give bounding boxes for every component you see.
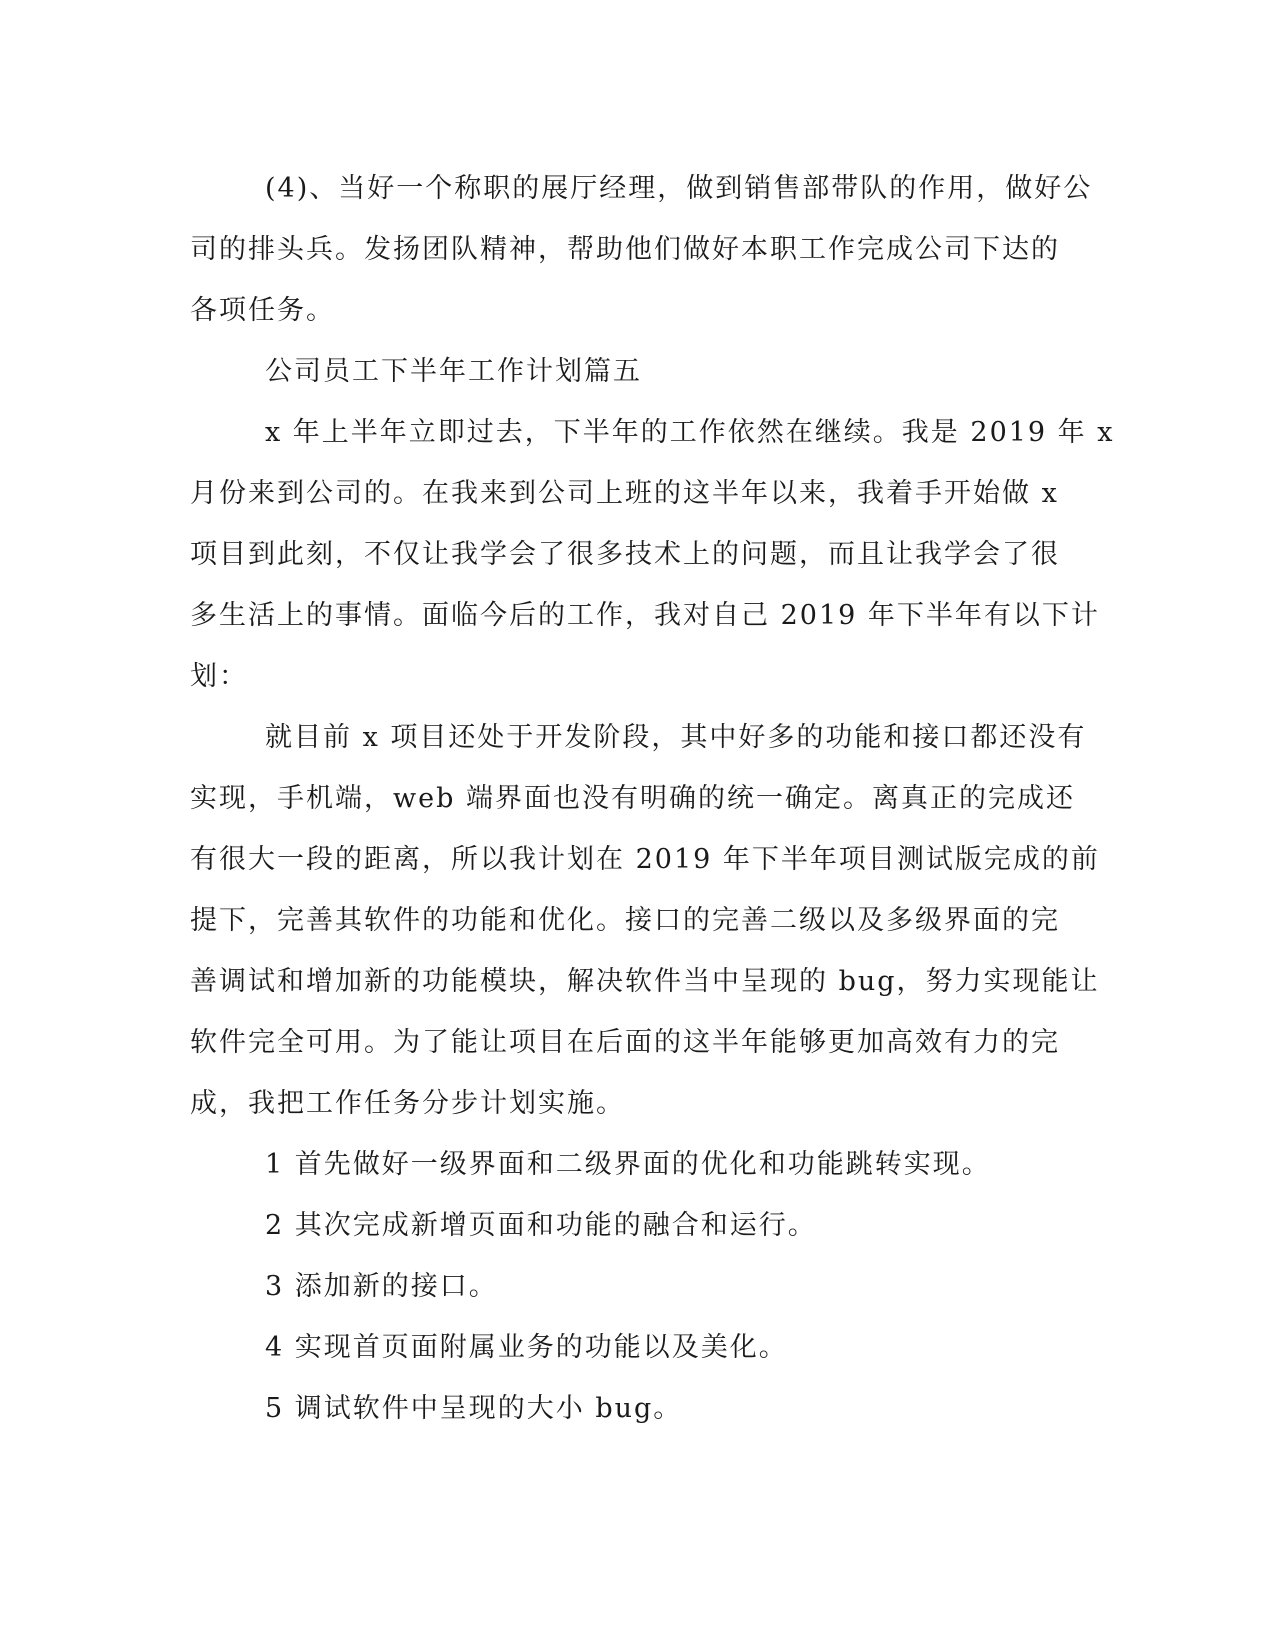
- text-line: x 年上半年立即过去，下半年的工作依然在继续。我是 2019 年 x: [265, 417, 1115, 448]
- list-item-text: 1 首先做好一级界面和二级界面的优化和功能跳转实现。: [265, 1149, 991, 1180]
- text-line: 司的排头兵。发扬团队精神，帮助他们做好本职工作完成公司下达的: [190, 234, 1060, 265]
- document-body: [190, 158, 1115, 1439]
- text-line: 成，我把工作任务分步计划实施。: [190, 1088, 625, 1119]
- text-line: 善调试和增加新的功能模块，解决软件当中呈现的 bug，努力实现能让: [190, 966, 1100, 997]
- section-heading-text: 公司员工下半年工作计划篇五: [265, 356, 642, 387]
- text-line: 各项任务。: [190, 295, 335, 326]
- paragraph-project-status: [190, 707, 1100, 1134]
- list-item: [190, 1378, 1083, 1439]
- list-item: [190, 1256, 1083, 1317]
- paragraph-showroom-manager: [190, 158, 1093, 341]
- text-line: 月份来到公司的。在我来到公司上班的这半年以来，我着手开始做 x: [190, 478, 1059, 509]
- list-item: [190, 1317, 1083, 1378]
- text-line: 有很大一段的距离，所以我计划在 2019 年下半年项目测试版完成的前: [190, 844, 1100, 875]
- list-item-text: 3 添加新的接口。: [265, 1271, 498, 1302]
- text-line: 项目到此刻，不仅让我学会了很多技术上的问题，而且让我学会了很: [190, 539, 1060, 570]
- text-line: 软件完全可用。为了能让项目在后面的这半年能够更加高效有力的完: [190, 1027, 1060, 1058]
- text-line: 提下，完善其软件的功能和优化。接口的完善二级以及多级界面的完: [190, 905, 1060, 936]
- list-item: [190, 1134, 1083, 1195]
- list-item-text: 5 调试软件中呈现的大小 bug。: [265, 1393, 683, 1424]
- paragraph-intro: [190, 402, 1115, 707]
- list-item-text: 2 其次完成新增页面和功能的融合和运行。: [265, 1210, 817, 1241]
- text-line: 实现，手机端，web 端界面也没有明确的统一确定。离真正的完成还: [190, 783, 1075, 814]
- text-line: (4)、当好一个称职的展厅经理，做到销售部带队的作用，做好公: [265, 173, 1093, 204]
- text-line: 划：: [190, 661, 248, 692]
- list-item: [190, 1195, 1083, 1256]
- text-line: 就目前 x 项目还处于开发阶段，其中好多的功能和接口都还没有: [265, 722, 1087, 753]
- list-item-text: 4 实现首页面附属业务的功能以及美化。: [265, 1332, 788, 1363]
- text-line: 多生活上的事情。面临今后的工作，我对自己 2019 年下半年有以下计: [190, 600, 1100, 631]
- section-heading: [190, 341, 1083, 402]
